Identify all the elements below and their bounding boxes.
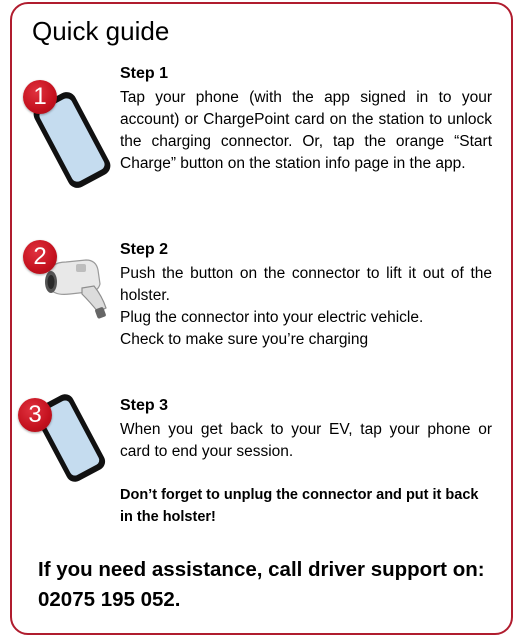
step-3-badge: 3 bbox=[18, 398, 52, 432]
step-1-text: Tap your phone (with the app signed in to your account) or ChargePoint card on the station to unlock the charging connector. Or, tap the orange “Start Charge” button on the station info page in the app. bbox=[120, 89, 492, 172]
step-3 bbox=[120, 396, 492, 463]
step-1-icon-group bbox=[20, 72, 120, 202]
step-3-heading: Step 3 bbox=[120, 397, 169, 414]
step-2-line-3: Check to make sure you’re charging bbox=[120, 331, 369, 348]
step-1-heading: Step 1 bbox=[120, 65, 169, 82]
page-title: Quick guide bbox=[32, 16, 170, 46]
step-2-text bbox=[120, 263, 492, 351]
driver-support-contact: If you need assistance, call driver support on: 02075 195 052. bbox=[38, 558, 485, 611]
step-1 bbox=[120, 64, 492, 175]
step-2-icon-group bbox=[20, 236, 120, 326]
step-3-icon-group bbox=[18, 392, 118, 492]
step-2-heading: Step 2 bbox=[120, 241, 169, 258]
step-1-badge: 1 bbox=[23, 80, 57, 114]
step-2-badge: 2 bbox=[23, 240, 57, 274]
step-2 bbox=[120, 240, 492, 351]
step-3-text: When you get back to your EV, tap your phone or card to end your session. bbox=[120, 421, 492, 460]
step-2-line-2: Plug the connector into your electric vehicle. bbox=[120, 309, 424, 326]
step-2-line-1: Push the button on the connector to lift it out of the holster. bbox=[120, 265, 492, 304]
unplug-reminder: Don’t forget to unplug the connector and put it back in the holster! bbox=[120, 487, 479, 525]
